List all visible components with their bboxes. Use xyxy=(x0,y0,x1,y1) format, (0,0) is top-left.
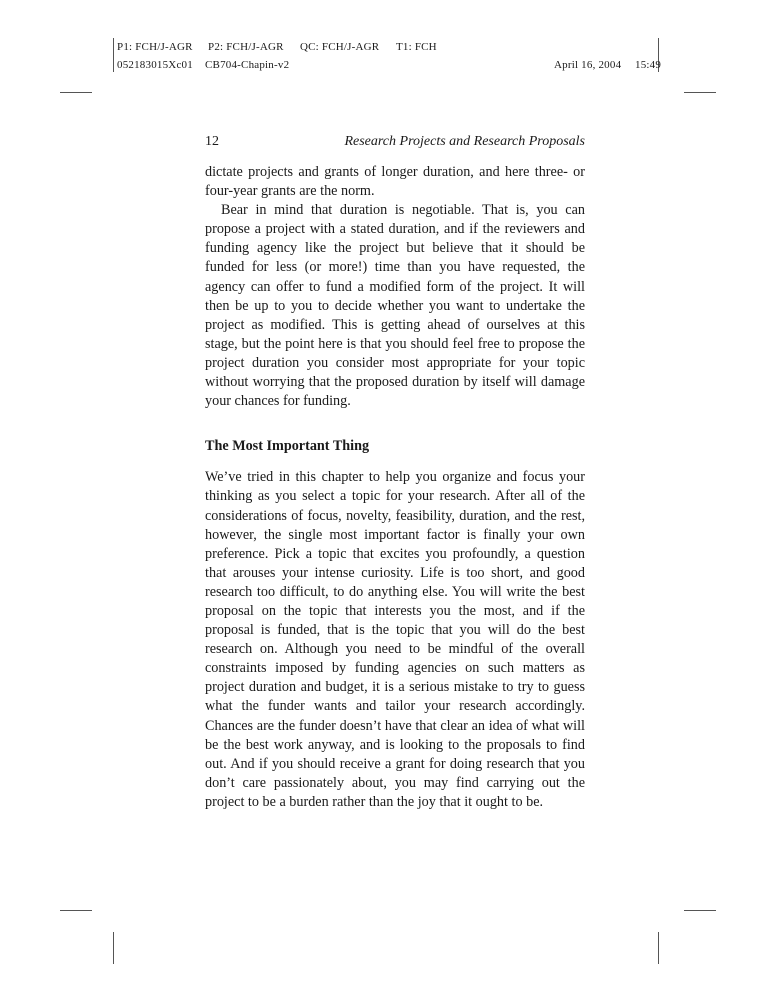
running-title: Research Projects and Research Proposals xyxy=(344,134,585,149)
crop-mark-top-right-horizontal xyxy=(684,92,716,93)
crop-mark-bottom-right-horizontal xyxy=(684,910,716,911)
slug-proof-1: P1: FCH/J-AGR xyxy=(117,41,193,53)
slug-typesetter: T1: FCH xyxy=(396,41,437,53)
crop-mark-bottom-left-vertical xyxy=(113,932,114,964)
crop-mark-top-left-horizontal xyxy=(60,92,92,93)
crop-mark-bottom-right-vertical xyxy=(658,932,659,964)
crop-mark-bottom-left-horizontal xyxy=(60,910,92,911)
slug-job-code: CB704-Chapin-v2 xyxy=(205,59,290,71)
slug-time: 15:49 xyxy=(635,59,662,71)
slug-date: April 16, 2004 xyxy=(554,59,622,71)
crop-mark-top-left-vertical xyxy=(113,38,114,72)
slug-proof-2: P2: FCH/J-AGR xyxy=(208,41,284,53)
page-number: 12 xyxy=(205,134,219,149)
paragraph-duration: Bear in mind that duration is negotiable. That is, you can propose a project with a stated duration, and if the reviewers and funding agency like the project but believe that it should be funded for less (or more!) time than you have requested, the agency can offer to fund a modified form of the project. It will then be up to you to decide whether you want to undertake the project as modified. This is getting ahead of ourselves at this stage, but the point here is that you should feel free to propose the project duration you consider most appropriate for your topic without worrying that the proposed duration by itself will damage your chances for funding. xyxy=(205,202,585,410)
running-header xyxy=(205,134,585,152)
body-text xyxy=(205,163,585,812)
slug-isbn: 052183015Xc01 xyxy=(117,59,193,71)
paragraph-continued: dictate projects and grants of longer duration, and here three- or four-year grants are the norm. xyxy=(205,164,585,200)
section-heading: The Most Important Thing xyxy=(205,438,370,455)
paragraph-most-important: We’ve tried in this chapter to help you organize and focus your thinking as you select a topic for your research. After all of the considerations of focus, novelty, feasibility, duration, and the rest, however, the single most important factor is finally your own preference. Pick a topic that excites you profoundly, a question that arouses your intense curiosity. Life is too short, and good research too difficult, to do anything else. You will write the best proposal on the topic that interests you the most, and if the proposal is funded, that is the topic that you will do the best research on. Although you need to be mindful of the overall constraints imposed by funding agencies on such matters as project duration and budget, it is a serious mistake to try to guess what the funder wants and tailor your research accordingly. Chances are the funder doesn’t have that clear an idea of what will be the best work anyway, and is looking to the proposals to find out. And if you should receive a grant for doing research that you don’t care passionately about, you may find carrying out the project to be a burden rather than the joy that it ought to be. xyxy=(205,469,585,810)
slug-qc: QC: FCH/J-AGR xyxy=(300,41,380,53)
